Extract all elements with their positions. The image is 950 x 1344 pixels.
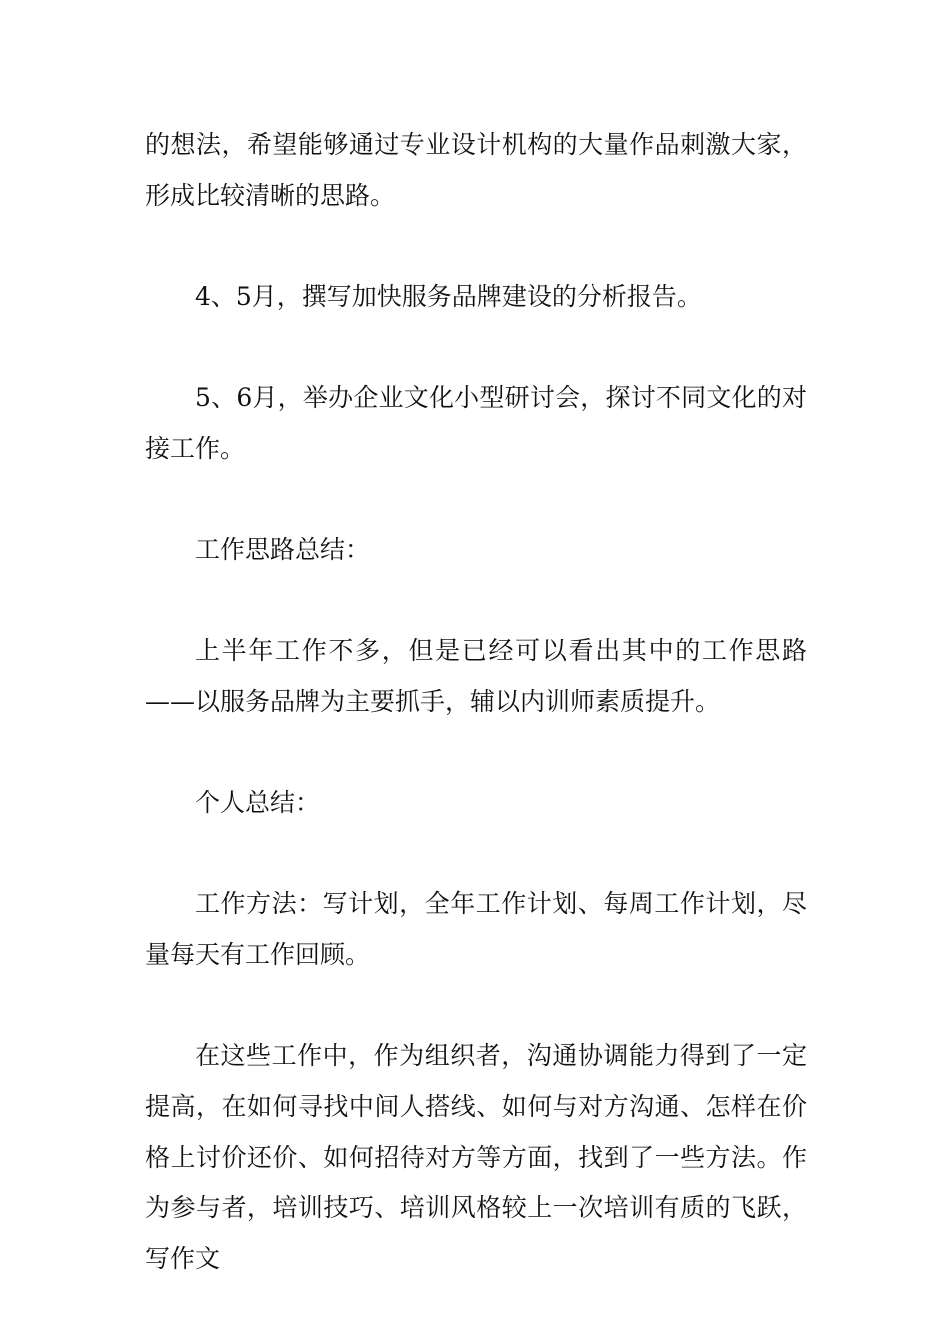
paragraph-april-may: 4、5月，撰写加快服务品牌建设的分析报告。 (195, 281, 702, 311)
paragraph-work-method: 工作方法：写计划，全年工作计划、每周工作计划，尽量每天有工作回顾。 (145, 889, 807, 970)
paragraph-may-june: 5、6月，举办企业文化小型研讨会，探讨不同文化的对接工作。 (145, 383, 807, 463)
paragraph-reflection: 在这些工作中，作为组织者，沟通协调能力得到了一定提高，在如何寻找中间人搭线、如何与对方沟通、怎样在价格上讨价还价、如何招待对方等方面，找到了一些方法。作为参与者，培训技巧、培训风格较上一次培训有质的飞跃，写作文 (145, 1041, 807, 1274)
paragraph-work-approach: 上半年工作不多，但是已经可以看出其中的工作思路——以服务品牌为主要抓手，辅以内训师素质提升。 (145, 636, 807, 716)
heading-personal-summary: 个人总结： (195, 788, 321, 818)
document-body (145, 120, 807, 1285)
heading-work-approach-summary: 工作思路总结： (195, 535, 371, 565)
paragraph-continuation: 的想法，希望能够通过专业设计机构的大量作品刺激大家，形成比较清晰的思路。 (145, 130, 807, 210)
